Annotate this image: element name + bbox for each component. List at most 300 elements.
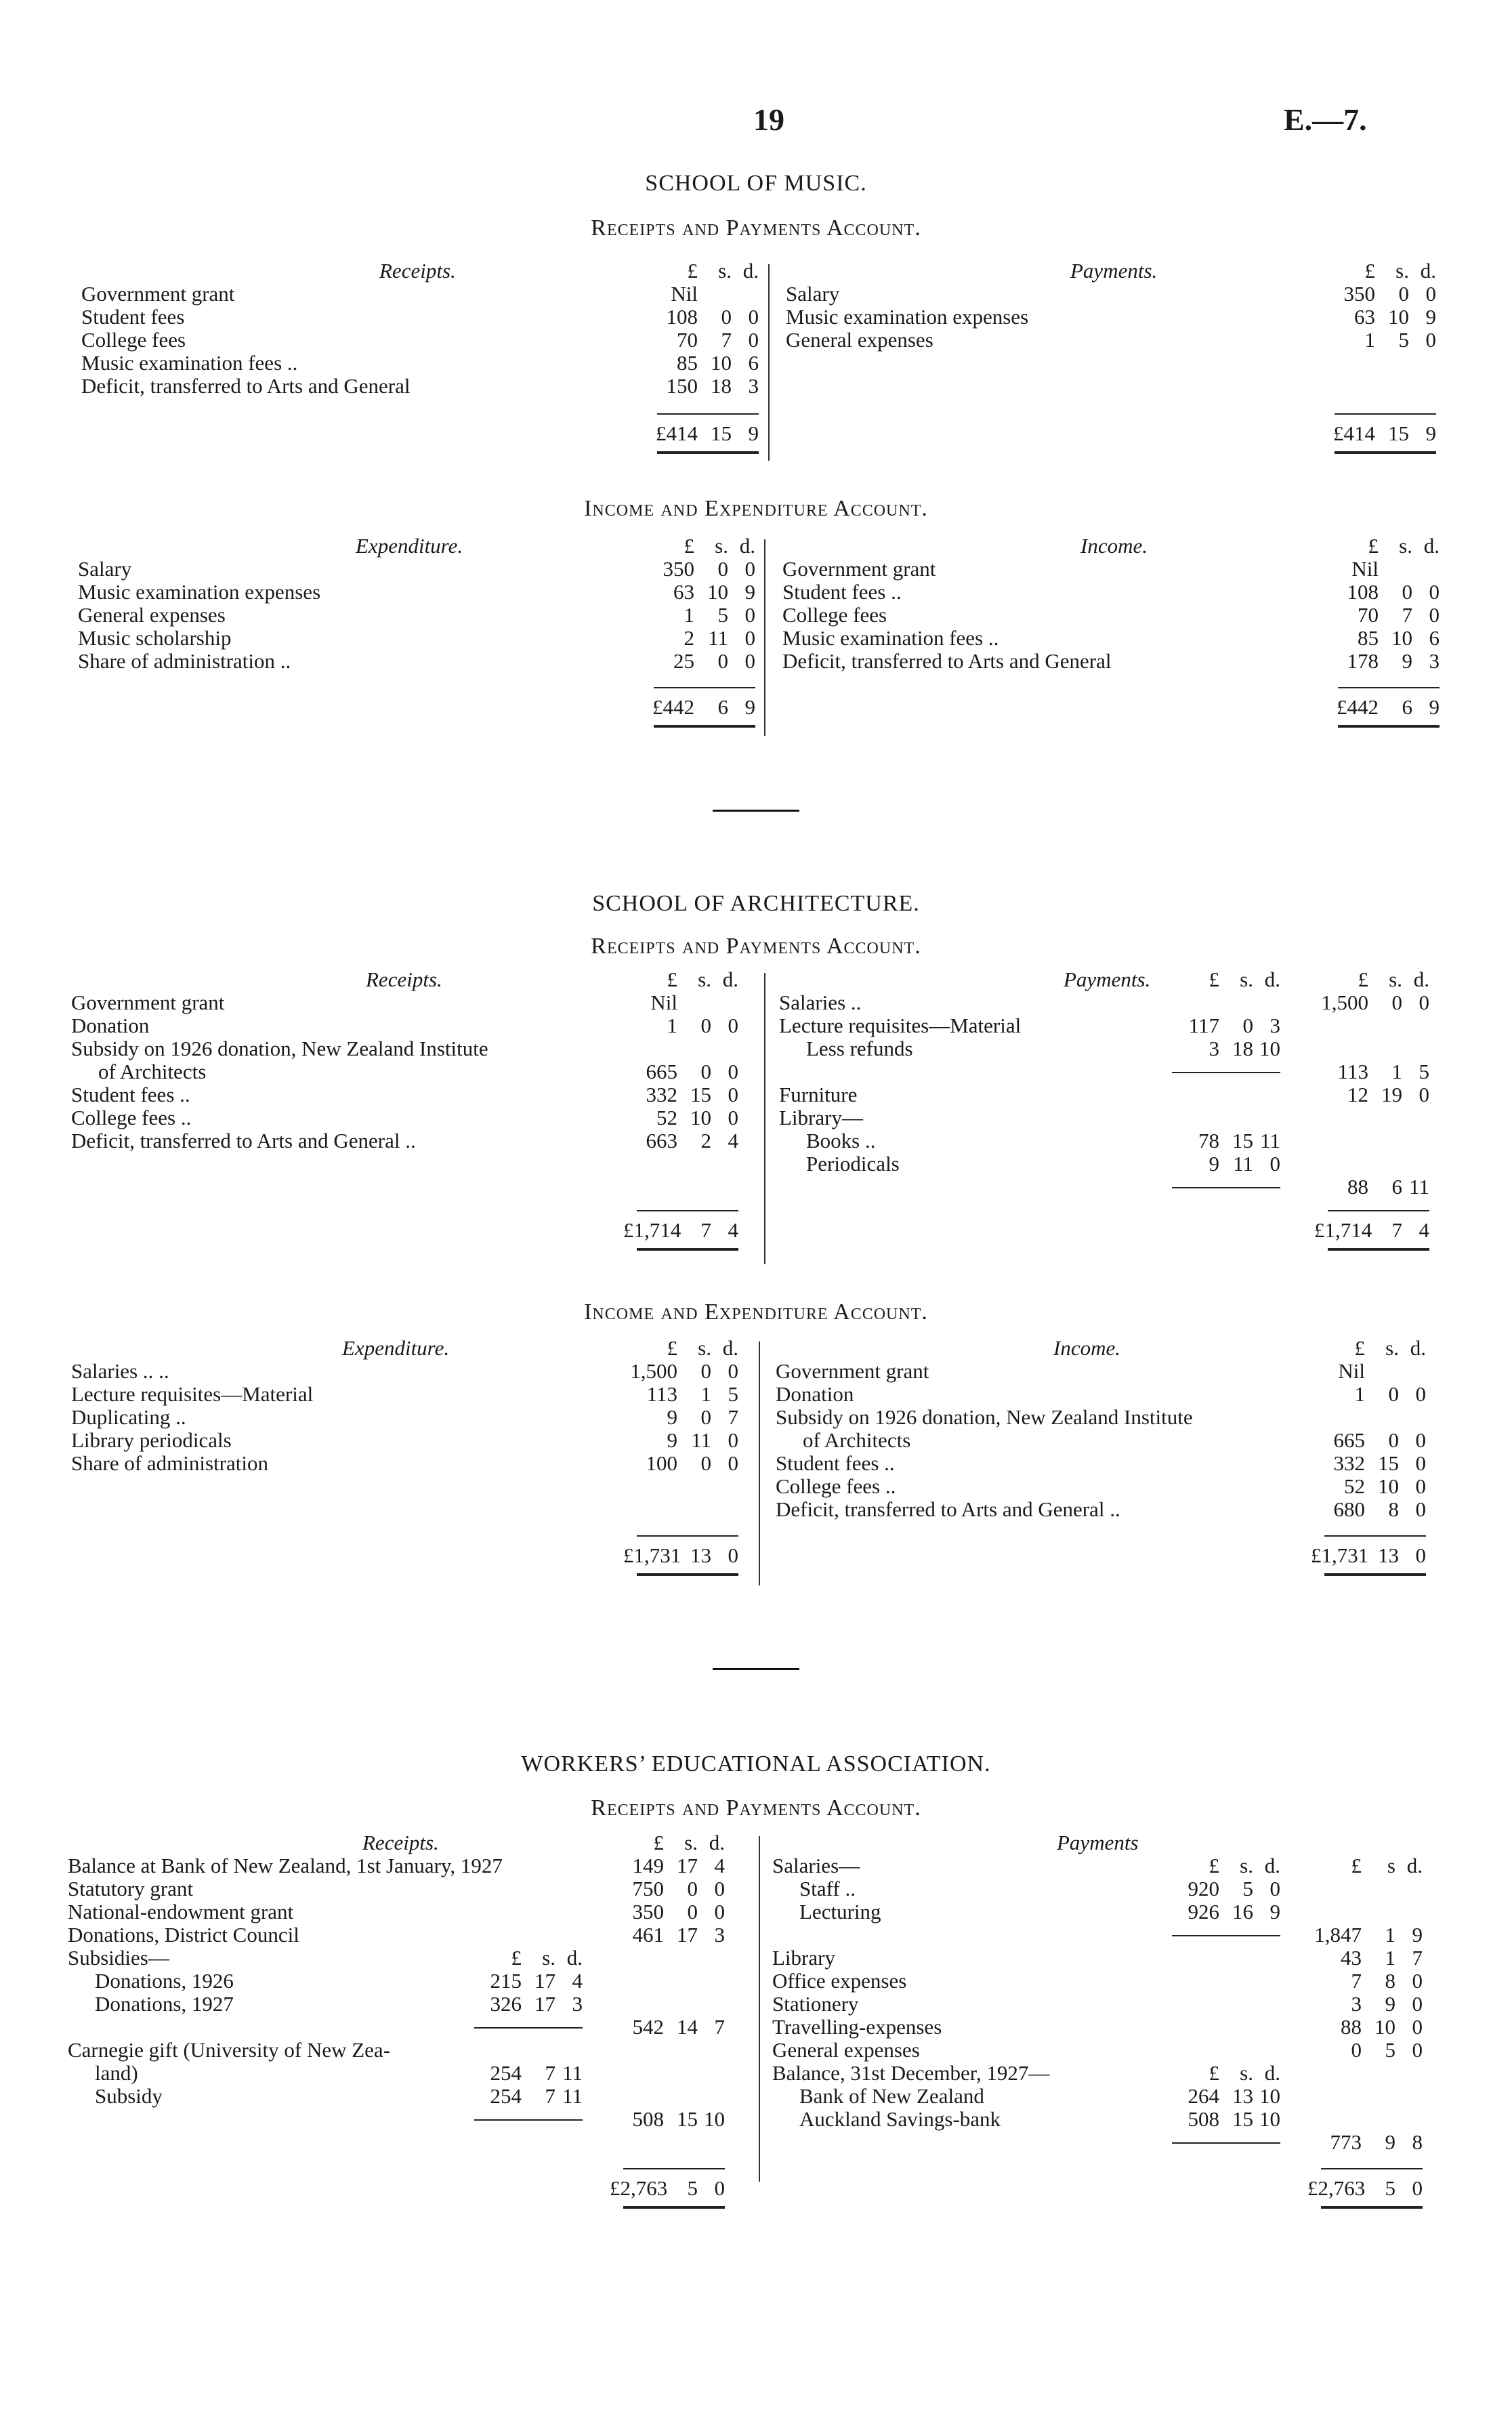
amount-shillings: 15 [711,421,732,445]
amount-pence [711,991,738,1015]
amount-pounds: 254 [490,2061,522,2085]
column-heading: Payments. [1064,968,1151,991]
amount [610,2015,725,2039]
amount-pounds: £ [1209,1854,1219,1877]
amount-shillings: 18 [711,374,732,398]
amount [1311,1382,1426,1407]
amount-shillings: s. [542,1946,555,1970]
amount-shillings: 17 [534,1992,555,2016]
currency-heading: £ s. d. [687,259,759,283]
amount-pounds: 149 [632,1854,664,1877]
amount-pounds: 326 [490,1992,522,2016]
amount-pence: 4 [728,1129,738,1152]
amount-pence: 0 [744,649,755,673]
line-item-label: land) [95,2061,138,2085]
wea-payments [772,1831,1453,2200]
currency-heading-inner: £ s. d. [1209,968,1280,991]
line-item-label: Salaries .. [779,991,862,1014]
total-amount [1314,1218,1429,1243]
total-double-rule [623,2206,725,2209]
amount-pence: 9 [1429,695,1440,719]
amount-pence: 9 [1425,421,1436,445]
amount-pence: 3 [748,374,759,398]
amount-pence: 6 [748,351,759,375]
amount-pounds: 85 [677,351,698,375]
amount-pounds: 150 [666,374,698,398]
column-heading: Receipts. [379,259,456,283]
amount-pounds: 43 [1341,1946,1362,1970]
amount-pence: 0 [744,557,755,581]
amount-pence: 10 [1259,2107,1280,2131]
line-item-label: Student fees .. [776,1451,895,1475]
column-divider [764,539,765,736]
amount-pence: 0 [1412,1992,1423,2016]
arch-ie-income [776,1336,1453,1587]
amount-pence [732,282,759,306]
line-item-label: Government grant [81,282,235,306]
amount-shillings: 0 [1388,1382,1399,1406]
amount-pounds: 9 [1209,1152,1219,1176]
line-item-label: Government grant [782,557,936,581]
amount-pence: d. [1406,1854,1423,1877]
line-item-label: Subsidy [95,2084,163,2108]
amount [640,626,755,650]
amount-pence: 0 [1415,1497,1426,1521]
amount-shillings: 13 [1232,2084,1253,2108]
arch-rp-receipts [71,968,749,1266]
amount-pence: 3 [572,1992,583,2016]
line-item-label: Stationery [772,1992,859,2016]
amount [1314,1060,1429,1084]
amount-shillings: 0 [700,1405,711,1429]
amount-shillings [677,991,711,1015]
amount-pence: 5 [728,1382,738,1406]
amount [1307,1923,1423,1947]
amount-shillings: 5 [687,2176,698,2200]
column-heading: Receipts. [362,1831,439,1854]
currency-heading: £ s. d. [1364,259,1436,283]
line-item-label: Donations, 1926 [95,1969,234,1993]
amount-pounds: 663 [646,1129,677,1152]
amount [644,374,759,398]
inner-amount [467,1992,583,2016]
amount-shillings: 9 [1385,1992,1395,2016]
line-item-label: National-endowment grant [68,1900,294,1923]
amount-shillings [698,282,732,306]
amount-shillings: 9 [1402,649,1412,673]
amount-shillings: 11 [1233,1152,1253,1176]
amount-pence: 10 [1259,2084,1280,2108]
line-item-label: Salaries— [772,1854,860,1877]
amount-pounds: 350 [632,1900,664,1923]
amount-shillings: 10 [1388,305,1409,329]
amount-pence: 0 [1415,1474,1426,1498]
line-item-label: College fees .. [776,1474,896,1498]
line-item-label: Subsidy on 1926 donation, New Zealand Institute [71,1037,488,1060]
arch-rp-payments [779,968,1456,1266]
amount-shillings: 13 [1378,1543,1399,1567]
amount-pence: 7 [728,1405,738,1429]
total-double-rule [1335,451,1436,454]
music-ie-expenditure [78,534,755,737]
amount-pence: 5 [1419,1060,1429,1083]
amount-pence: 0 [728,1060,738,1083]
amount-pounds: 750 [632,1877,664,1900]
amount-pounds: 7 [1351,1969,1362,1993]
inner-amount [467,1946,583,1970]
amount-shillings: 0 [700,1060,711,1083]
amount-pounds: 178 [1347,649,1379,673]
amount-pounds: 1,500 [1321,991,1368,1014]
total-double-rule [1321,2206,1423,2209]
amount-shillings: 13 [690,1543,711,1567]
section-separator [713,1668,799,1670]
amount-pounds: 63 [1354,305,1375,329]
total-double-rule [1338,725,1440,728]
line-item-label: Library periodicals [71,1428,232,1452]
amount-shillings: 0 [700,1451,711,1475]
amount-pounds: £1,731 [623,1543,681,1567]
amount-pence: 4 [728,1218,738,1242]
inner-amount [1165,1014,1280,1038]
inner-amount [467,2061,583,2085]
amount-pounds: 926 [1188,1900,1219,1923]
amount-pence: 0 [1412,2015,1423,2039]
amount-pounds: 9 [667,1405,677,1429]
amount-shillings: 0 [700,1014,711,1037]
amount-pence: 7 [714,2015,725,2039]
music-rp-title: Receipts and Payments Account. [591,215,921,241]
amount-shillings: 5 [1385,2038,1395,2062]
line-item-label: Statutory grant [68,1877,194,1900]
amount [1321,282,1436,306]
amount [1307,2038,1423,2062]
amount [644,305,759,329]
amount-pence: 9 [1269,1900,1280,1923]
amount-pence: 0 [1412,2176,1423,2200]
amount-shillings: 0 [687,1900,698,1923]
amount-pounds: 113 [1337,1060,1368,1083]
amount-pence: 11 [562,2061,583,2085]
line-item-label: Salary [786,282,840,306]
line-item-label: Donations, District Council [68,1923,299,1947]
line-item-label: Music examination expenses [786,305,1029,329]
inner-amount [1165,1152,1280,1176]
amount-shillings: 17 [677,1854,698,1877]
inner-amount [1165,1900,1280,1924]
amount-pence: 0 [748,328,759,352]
amount-shillings: 7 [721,328,732,352]
amount [1324,649,1440,673]
total-rule [1338,687,1440,688]
line-item-label: of Architects [803,1428,911,1452]
amount-pence: 0 [744,626,755,650]
amount-pounds: 665 [646,1060,677,1083]
amount-shillings: 14 [677,2015,698,2039]
currency-heading: £ s. d. [1358,968,1429,991]
line-item-label: Deficit, transferred to Arts and General .. [776,1497,1120,1521]
amount-shillings [1365,1359,1399,1384]
amount-shillings: 15 [1378,1451,1399,1475]
total-rule [1324,1535,1426,1537]
amount-pounds: £1,731 [1311,1543,1369,1567]
line-item-label: Staff .. [799,1877,856,1900]
music-ie-title: Income and Expenditure Account. [584,496,928,521]
amount-shillings: 15 [690,1083,711,1106]
amount-pence: 7 [1412,1946,1423,1970]
amount [623,991,738,1015]
amount-shillings: 0 [1242,1014,1253,1037]
amount-shillings: 6 [1391,1175,1402,1199]
amount-shillings: 15 [1232,1129,1253,1152]
amount-shillings: 0 [721,305,732,329]
amount-pence: 0 [748,305,759,329]
amount-pence [1399,1359,1426,1384]
line-item-label: of Architects [98,1060,207,1083]
amount-shillings: 7 [700,1218,711,1242]
amount-shillings: 17 [534,1969,555,1993]
line-item-label: Auckland Savings-bank [799,2107,1001,2131]
amount [623,1451,738,1476]
music-ie-income [782,534,1453,737]
total-double-rule [654,725,755,728]
amount-pounds: 70 [677,328,698,352]
amount [610,1900,725,1924]
amount [623,1382,738,1407]
amount-pounds: 1,500 [630,1359,677,1383]
line-item-label: College fees .. [71,1106,192,1129]
amount-pounds: 52 [1344,1474,1365,1498]
amount-shillings: s. [1240,2061,1253,2085]
amount-pounds: 100 [646,1451,677,1475]
amount-shillings: 15 [1232,2107,1253,2131]
amount-pence: 0 [1425,282,1436,306]
total-amount [1307,2176,1423,2201]
line-item-label: Deficit, transferred to Arts and General [782,649,1112,673]
total-rule [657,413,759,415]
amount-shillings: 7 [545,2084,555,2108]
amount-pounds: £ [1351,1854,1362,1877]
amount-pounds: 63 [673,580,694,604]
amount-shillings: 6 [1402,695,1412,719]
line-item-label: Carnegie gift (University of New Zea- [68,2038,391,2062]
amount [1307,1992,1423,2016]
amount [1311,1359,1426,1384]
amount-shillings: 0 [700,1359,711,1383]
amount-pence: 0 [1425,328,1436,352]
wea-rp-title: Receipts and Payments Account. [591,1795,921,1821]
inner-amount [1165,2107,1280,2132]
total-amount [610,2176,725,2201]
column-heading: Payments. [1070,259,1158,283]
amount-pounds: £2,763 [1307,2176,1366,2200]
line-item-label: Government grant [71,991,225,1014]
amount-pounds: 542 [632,2015,664,2039]
amount-pounds: 78 [1198,1129,1219,1152]
amount-pence: d. [1264,1854,1280,1877]
amount-pence: 0 [714,1900,725,1923]
amount [640,649,755,673]
amount-pounds: Nil [650,991,677,1014]
amount-shillings: 9 [1385,2130,1395,2154]
amount-shillings: 6 [717,695,728,719]
currency-heading: £ s. d. [667,1336,738,1360]
amount-pence: 0 [1415,1543,1426,1567]
total-amount [644,421,759,446]
total-amount [1321,421,1436,446]
inner-amount [1165,2084,1280,2108]
amount-shillings: 1 [700,1382,711,1406]
amount-pounds: 70 [1358,603,1379,627]
column-divider [768,264,770,461]
amount [1314,1083,1429,1107]
line-item-label: Lecture requisites—Material [779,1014,1022,1037]
amount [1314,1175,1429,1199]
subtotal-rule [1172,2142,1280,2144]
amount-pence: 0 [1415,1428,1426,1452]
amount-shillings: 7 [545,2061,555,2085]
total-rule [1321,2168,1423,2169]
column-heading: Expenditure. [356,534,463,558]
line-item-label: Less refunds [806,1037,913,1060]
total-amount [623,1218,738,1243]
amount-pence: 0 [728,1106,738,1129]
music-rp-payments [786,259,1456,462]
line-item-label: Lecture requisites—Material [71,1382,314,1406]
amount-pence: 11 [562,2084,583,2108]
total-double-rule [637,1248,738,1251]
amount [644,351,759,375]
amount [1324,557,1440,581]
line-item-label: Salary [78,557,132,581]
amount-pence: 6 [1429,626,1440,650]
amount-pounds: 12 [1347,1083,1368,1106]
total-rule [654,687,755,688]
amount-pounds: 350 [663,557,694,581]
line-item-label: Share of administration .. [78,649,291,673]
amount-pence: 0 [728,1428,738,1452]
line-item-label: Music scholarship [78,626,232,650]
amount-pounds: 264 [1188,2084,1219,2108]
amount-pence: 4 [572,1969,583,1993]
amount-pounds: 332 [646,1083,677,1106]
music-rp-receipts [81,259,759,462]
amount-pence: 0 [1415,1451,1426,1475]
line-item-label: Library— [779,1106,863,1129]
currency-heading: £ s. d. [1368,534,1440,558]
amount-pence: d. [1264,2061,1280,2085]
line-item-label: Bank of New Zealand [799,2084,984,2108]
currency-heading: £ s. d. [1354,1336,1426,1360]
amount-pounds: 88 [1341,2015,1362,2039]
amount-pounds: £ [511,1946,522,1970]
currency-heading: £ s. d. [684,534,755,558]
amount-shillings: 5 [1385,2176,1395,2200]
currency-heading: £ s. d. [667,968,738,991]
amount-pence: 0 [1419,991,1429,1014]
amount [644,282,759,306]
wea-title: WORKERS’ EDUCATIONAL ASSOCIATION. [521,1751,991,1776]
column-divider [764,973,765,1264]
amount [1321,328,1436,352]
amount [623,1359,738,1384]
amount-pounds: £ [1209,2061,1219,2085]
amount [610,1923,725,1947]
total-amount [1311,1543,1426,1568]
total-rule [637,1210,738,1211]
amount-pence: 8 [1412,2130,1423,2154]
amount [623,1106,738,1130]
amount [1324,580,1440,604]
line-item-label: Subsidy on 1926 donation, New Zealand Institute [776,1405,1193,1429]
amount-pounds: 1,847 [1314,1923,1362,1947]
total-rule [1335,413,1436,415]
amount-pounds: 88 [1347,1175,1368,1199]
amount [1324,603,1440,627]
amount-pence: 3 [1269,1014,1280,1037]
amount-shillings: 1 [1391,1060,1402,1083]
amount-shillings: 15 [1388,421,1409,445]
column-divider [759,1342,760,1585]
amount-pounds: 350 [1343,282,1375,306]
amount-pence: d. [566,1946,583,1970]
amount [1311,1497,1426,1522]
amount [1307,2130,1423,2155]
amount-pounds: 9 [667,1428,677,1452]
amount-shillings: 1 [1385,1923,1395,1947]
amount-pounds: £414 [1333,421,1375,445]
amount [640,557,755,581]
amount-pounds: 3 [1209,1037,1219,1060]
amount [1311,1451,1426,1476]
arch-rp-title: Receipts and Payments Account. [591,934,921,959]
amount-pounds: 461 [632,1923,664,1947]
amount-pounds: £442 [652,695,694,719]
amount-shillings: 8 [1385,1969,1395,1993]
amount-pounds: 920 [1188,1877,1219,1900]
wea-receipts [68,1831,749,2200]
total-double-rule [657,451,759,454]
amount-shillings: 5 [1398,328,1409,352]
subtotal-rule [474,2027,583,2029]
amount [610,2107,725,2132]
line-item-label: College fees [81,328,186,352]
inner-amount [467,2084,583,2108]
amount [640,603,755,627]
amount-pounds: 508 [1188,2107,1219,2131]
amount-pence: 9 [748,421,759,445]
amount-pounds: 52 [656,1106,677,1129]
inner-amount [1165,1129,1280,1153]
line-item-label: Furniture [779,1083,858,1106]
total-amount [623,1543,738,1568]
amount-pence: 9 [1412,1923,1423,1947]
amount-pence [1412,557,1440,581]
amount [1321,305,1436,329]
amount-pounds: 254 [490,2084,522,2108]
amount-shillings: 0 [1388,1428,1399,1452]
amount [623,1060,738,1084]
amount-shillings: 0 [717,557,728,581]
line-item-label: Books .. [806,1129,876,1152]
line-item-label: Duplicating .. [71,1405,186,1429]
amount-pence: 10 [1259,1037,1280,1060]
amount-pence: 0 [1429,603,1440,627]
amount-pounds: 215 [490,1969,522,1993]
line-item-label: Library [772,1946,835,1970]
amount-pounds: 680 [1333,1497,1365,1521]
amount-shillings: 10 [690,1106,711,1129]
